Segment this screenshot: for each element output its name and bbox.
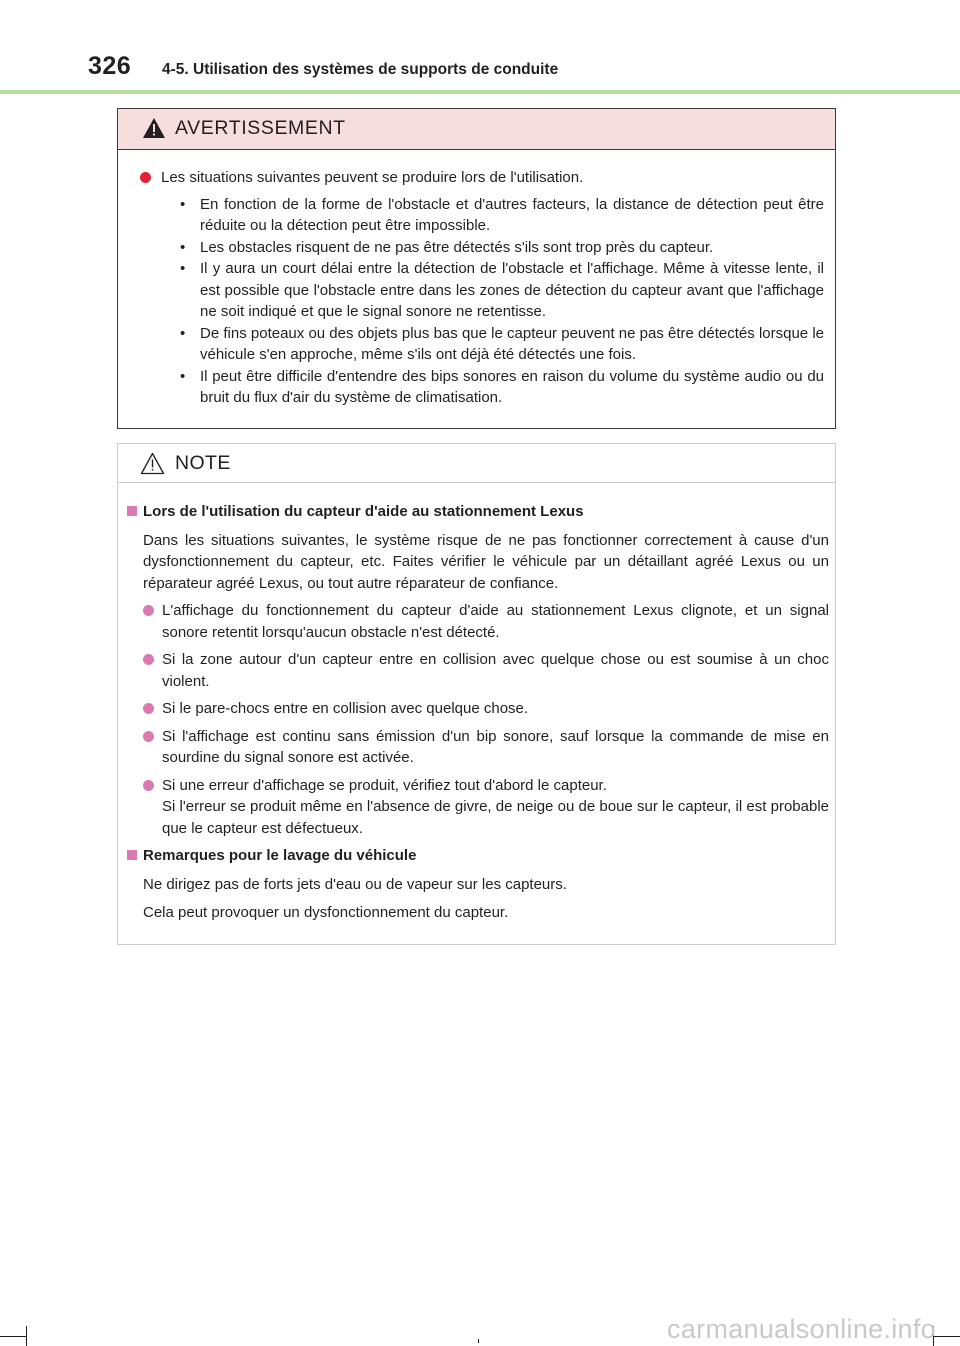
list-item [127, 726, 829, 769]
note-section-heading [127, 501, 829, 523]
pink-circle-bullet-icon [143, 731, 154, 742]
list-item [127, 600, 829, 643]
crop-mark [26, 1326, 27, 1346]
list-item: • Il peut être difficile d'entendre des bips sonores en raison du volume du système audio ou du bruit du flux d'air du système de climatisation. [180, 366, 824, 409]
red-circle-bullet-icon [140, 172, 151, 183]
page-number: 326 [88, 52, 132, 80]
warning-content [140, 167, 824, 409]
pink-square-bullet-icon [127, 506, 137, 516]
note-content [127, 501, 829, 924]
pink-circle-bullet-icon [143, 703, 154, 714]
page-header [0, 0, 960, 96]
warning-triangle-filled-icon [142, 117, 166, 139]
section-title: 4-5. Utilisation des systèmes de supports de conduite [162, 61, 559, 78]
note-intro: Dans les situations suivantes, le système risque de ne pas fonctionner correctement à cause d'un dysfonctionnement du capteur, etc. Faites vérifier le véhicule par un détaillant agréé Lexus ou un réparateur agréé Lexus, ou tout autre réparateur de confiance. [143, 531, 829, 592]
heading-text: Lors de l'utilisation du capteur d'aide au stationnement Lexus [143, 503, 584, 520]
case-text: Si la zone autour d'un capteur entre en collision avec quelque chose ou est soumise à un choc violent. [162, 651, 829, 690]
case-text: Si le pare-chocs entre en collision avec quelque chose. [162, 700, 529, 717]
crop-mark [934, 1336, 960, 1337]
warning-lead-text: Les situations suivantes peuvent se produire lors de l'utilisation. [161, 169, 584, 186]
note-section-heading [127, 845, 829, 867]
note-paragraph: Cela peut provoquer un dysfonctionnement du capteur. [143, 904, 509, 921]
crop-mark [0, 1336, 26, 1337]
watermark: carmanualsonline.info [667, 1314, 936, 1344]
list-item: • Les obstacles risquent de ne pas être détectés s'ils sont trop près du capteur. [180, 237, 824, 259]
case-text: Si une erreur d'affichage se produit, vérifiez tout d'abord le capteur. [162, 776, 607, 794]
case-text: Si l'erreur se produit même en l'absence de givre, de neige ou de boue sur le capteur, il est probable que le capteur est défectueux. [162, 798, 829, 837]
pink-square-bullet-icon [127, 850, 137, 860]
header-rule [0, 90, 960, 94]
warning-list [140, 194, 824, 409]
pink-circle-bullet-icon [143, 654, 154, 665]
warning-box [117, 108, 836, 429]
warning-title: AVERTISSEMENT [175, 117, 346, 139]
list-item [127, 698, 829, 720]
warning-lead [140, 167, 824, 189]
note-header [118, 444, 835, 483]
note-box [117, 443, 836, 945]
list-item: • En fonction de la forme de l'obstacle et d'autres facteurs, la distance de détection peut être réduite ou la détection peut être impossible. [180, 194, 824, 237]
list-item: • Il y aura un court délai entre la détection de l'obstacle et l'affichage. Même à vitesse lente, il est possible que l'obstacle entre dans les zones de détection du capteur avant que l'affichage ne soit indiqué et que le signal sonore ne retentisse. [180, 258, 824, 323]
note-title: NOTE [175, 452, 231, 474]
case-text: L'affichage du fonctionnement du capteur d'aide au stationnement Lexus clignote, et un signal sonore retentit lorsqu'aucun obstacle n'est détecté. [162, 602, 829, 641]
note-paragraph: Ne dirigez pas de forts jets d'eau ou de vapeur sur les capteurs. [143, 875, 567, 893]
warning-triangle-outline-icon [140, 452, 165, 475]
warning-header [118, 109, 835, 150]
crop-mark [478, 1339, 479, 1343]
note-case-list [127, 600, 829, 839]
list-item: • De fins poteaux ou des objets plus bas que le capteur peuvent ne pas être détectés lorsque le véhicule s'en approche, même s'ils ont déjà été détectés une fois. [180, 323, 824, 366]
case-text: Si l'affichage est continu sans émission d'un bip sonore, sauf lorsque la commande de mise en sourdine du signal sonore est activée. [162, 727, 829, 766]
heading-text: Remarques pour le lavage du véhicule [143, 847, 417, 864]
pink-circle-bullet-icon [143, 780, 154, 791]
list-item [127, 649, 829, 692]
list-item [127, 775, 829, 840]
pink-circle-bullet-icon [143, 605, 154, 616]
